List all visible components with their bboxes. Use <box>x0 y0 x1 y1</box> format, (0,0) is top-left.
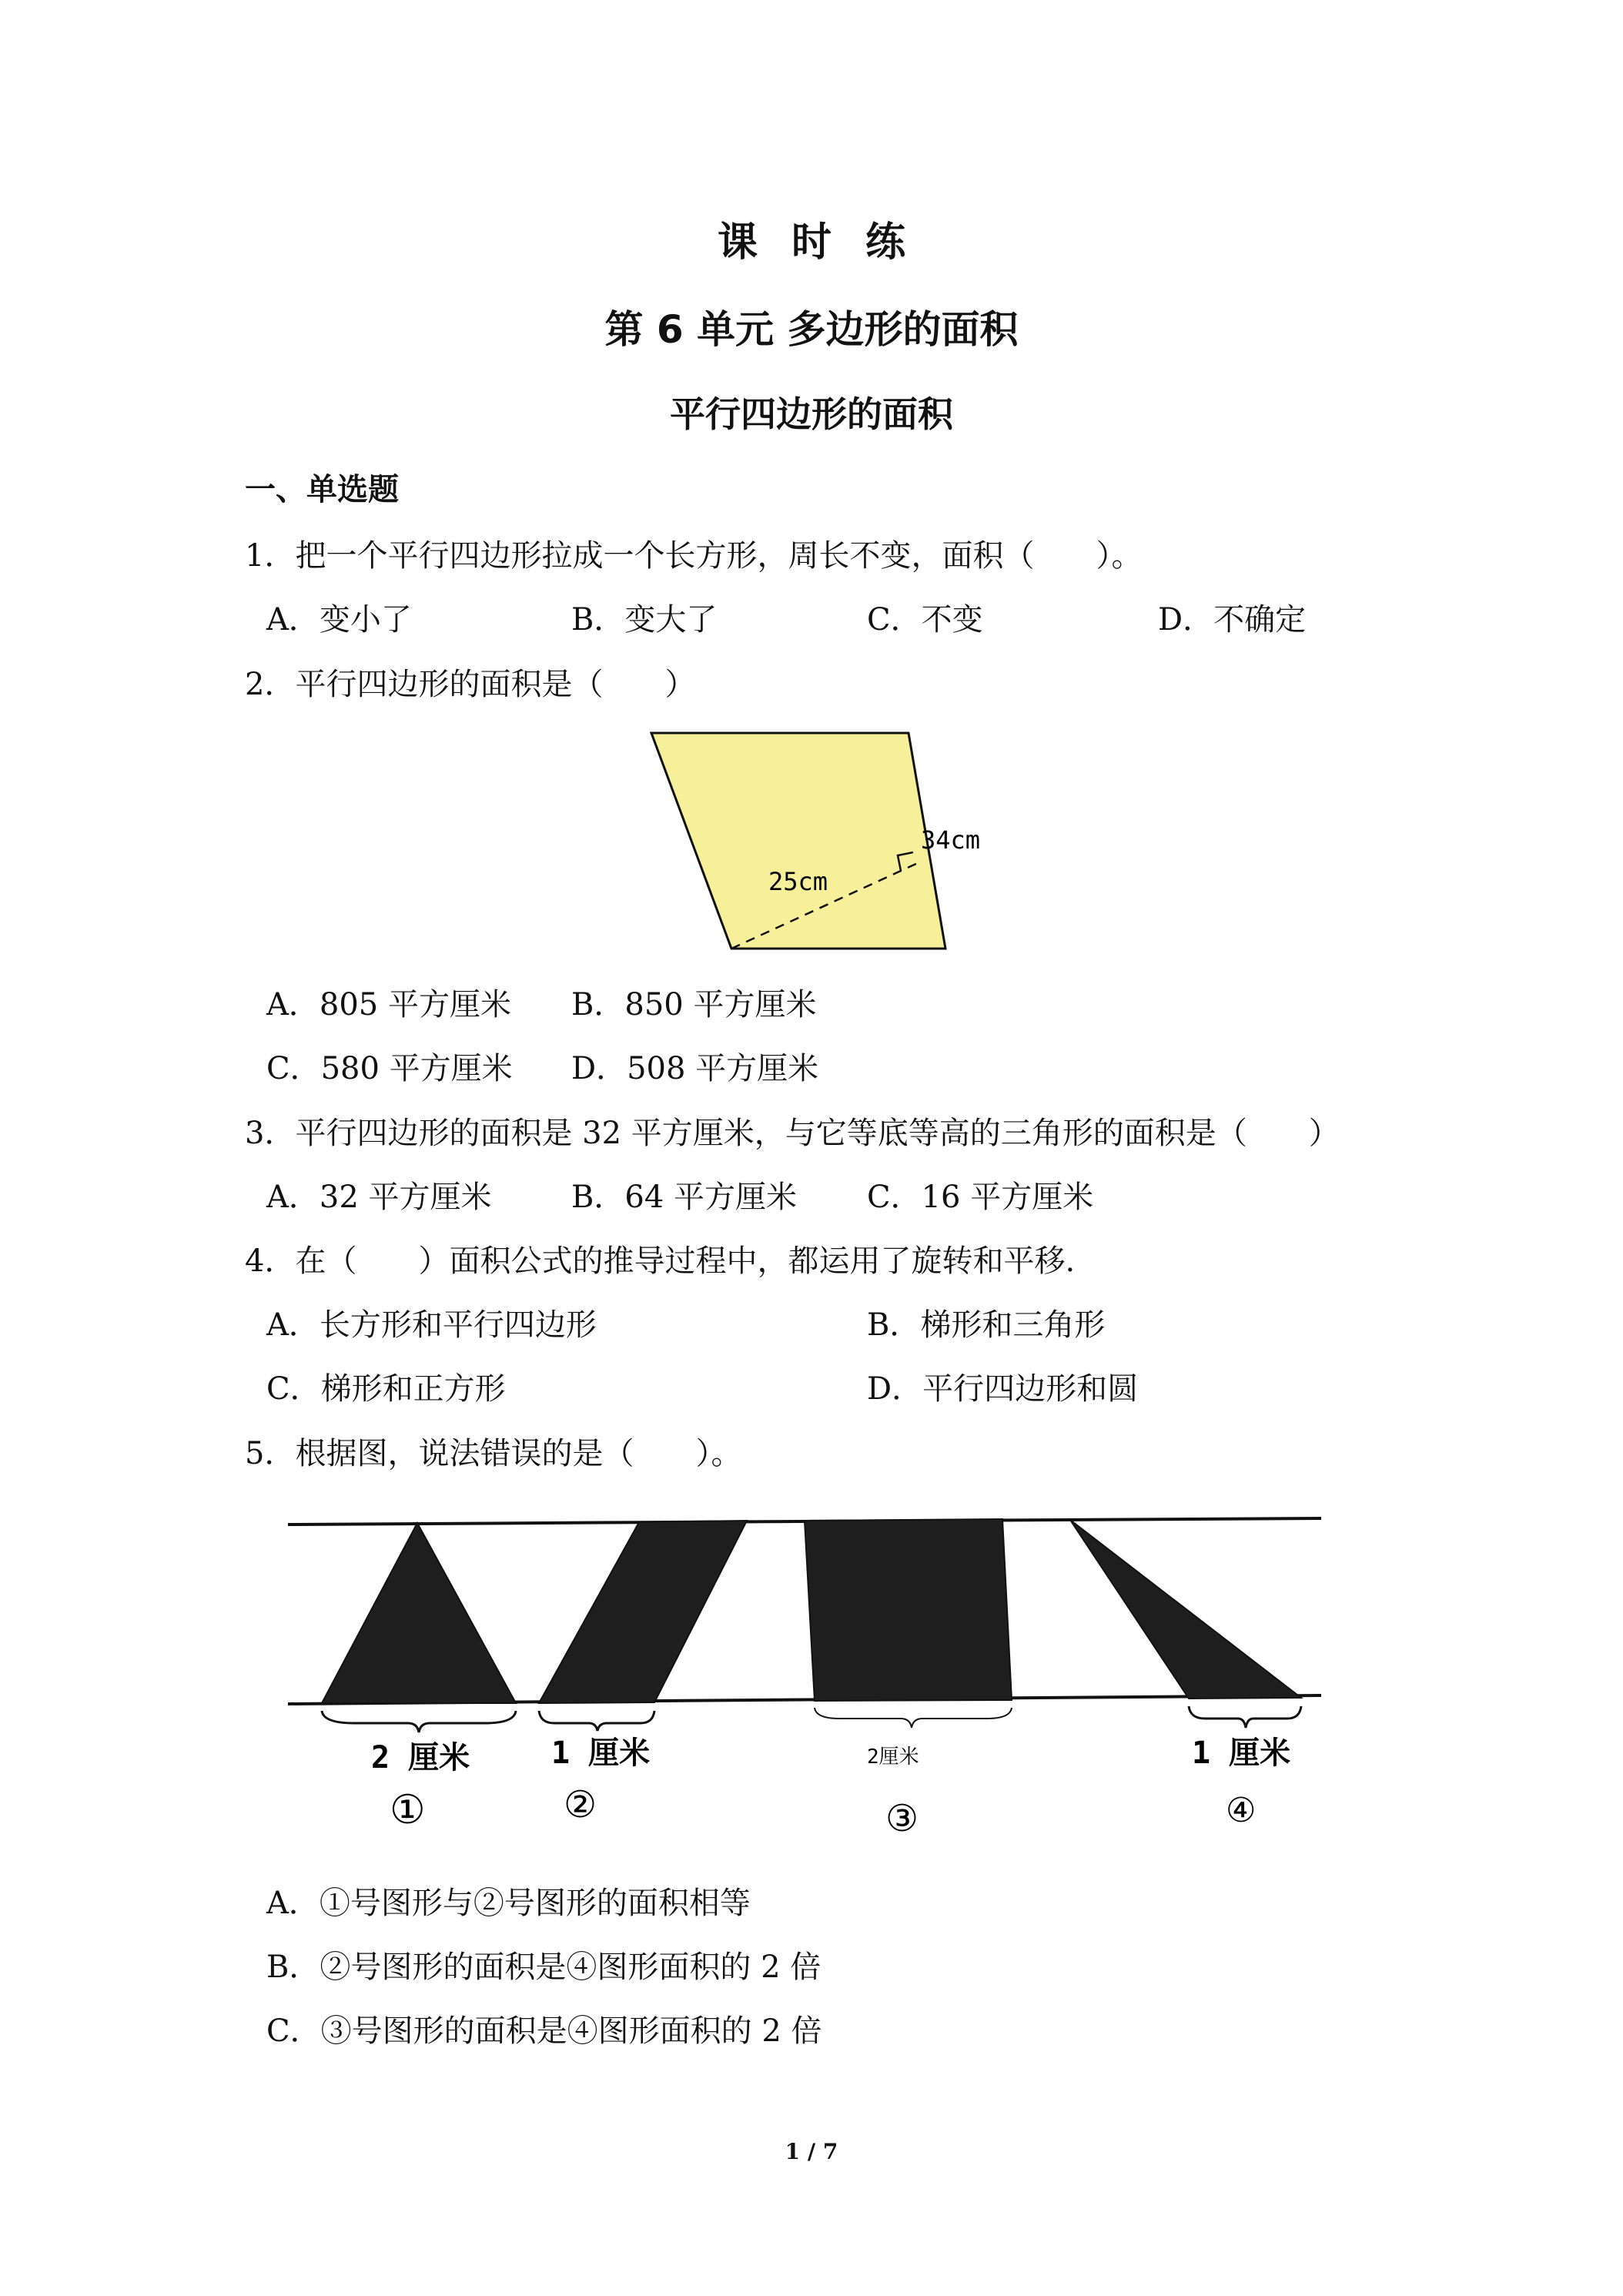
q1-option-a[interactable]: A．变小了 <box>266 602 412 638</box>
q4-option-a[interactable]: A．长方形和平行四边形 <box>266 1307 597 1343</box>
q1-option-b[interactable]: B．变大了 <box>571 602 718 638</box>
q1-option-d[interactable]: D．不确定 <box>1158 602 1307 638</box>
question-1-stem: 1．把一个平行四边形拉成一个长方形，周长不变，面积（ ）。 <box>245 538 1143 574</box>
brace-3 <box>815 1708 1012 1728</box>
q1-option-c[interactable]: C．不变 <box>867 602 983 638</box>
section-heading: 一、单选题 <box>245 472 399 507</box>
shape-2-base-label: 1 厘米 <box>551 1735 651 1771</box>
shape-3-base-label: 2厘米 <box>867 1745 919 1769</box>
q3-option-b[interactable]: B．64 平方厘米 <box>571 1180 798 1215</box>
q5-option-c[interactable]: C．③号图形的面积是④图形面积的 2 倍 <box>266 2013 822 2049</box>
worksheet-title: 课时练 <box>717 219 939 266</box>
brace-4 <box>1189 1706 1301 1728</box>
shape-1-base-label: 2 厘米 <box>371 1740 470 1776</box>
shape-1-triangle <box>322 1523 516 1703</box>
q4-option-c[interactable]: C．梯形和正方形 <box>266 1371 506 1407</box>
shape-2-number: ② <box>564 1783 597 1826</box>
q4-option-d[interactable]: D．平行四边形和圆 <box>867 1371 1139 1407</box>
side-length-label: 34cm <box>921 825 981 855</box>
shape-4-number: ④ <box>1226 1791 1257 1830</box>
shape-4-base-label: 1 厘米 <box>1192 1735 1291 1771</box>
shape-3-number: ③ <box>885 1797 919 1840</box>
q5-option-b[interactable]: B．②号图形的面积是④图形面积的 2 倍 <box>266 1950 822 1985</box>
height-length-label: 25cm <box>768 867 828 896</box>
shape-3-rectangle <box>805 1519 1012 1701</box>
q2-option-d[interactable]: D．508 平方厘米 <box>571 1051 819 1086</box>
brace-2 <box>539 1711 654 1731</box>
shape-4-triangle <box>1070 1520 1301 1699</box>
q2-option-c[interactable]: C．580 平方厘米 <box>266 1051 513 1086</box>
q5-option-a[interactable]: A．①号图形与②号图形的面积相等 <box>266 1886 751 1921</box>
lesson-title: 平行四边形的面积 <box>670 393 953 435</box>
question-2-stem: 2．平行四边形的面积是（ ） <box>245 667 696 702</box>
q4-option-b[interactable]: B．梯形和三角形 <box>867 1307 1106 1343</box>
shape-2-parallelogram <box>539 1521 747 1703</box>
shapes-between-parallels-figure <box>285 1501 1324 1840</box>
q2-option-b[interactable]: B．850 平方厘米 <box>571 987 817 1022</box>
parallelogram-shape <box>651 733 945 949</box>
question-5-stem: 5．根据图，说法错误的是（ ）。 <box>245 1436 742 1471</box>
question-4-stem: 4．在（ ）面积公式的推导过程中，都运用了旋转和平移. <box>245 1243 1076 1279</box>
question-3-stem: 3．平行四边形的面积是 32 平方厘米，与它等底等高的三角形的面积是（ ） <box>245 1116 1340 1151</box>
brace-1 <box>322 1711 516 1732</box>
unit-title: 第 6 单元 多边形的面积 <box>604 307 1019 352</box>
shape-1-number: ① <box>390 1787 426 1833</box>
parallelogram-figure <box>639 724 993 955</box>
q3-option-a[interactable]: A．32 平方厘米 <box>266 1180 492 1215</box>
q3-option-c[interactable]: C．16 平方厘米 <box>867 1180 1094 1215</box>
page-number: 1 / 7 <box>785 2139 838 2164</box>
q2-option-a[interactable]: A．805 平方厘米 <box>266 987 511 1022</box>
